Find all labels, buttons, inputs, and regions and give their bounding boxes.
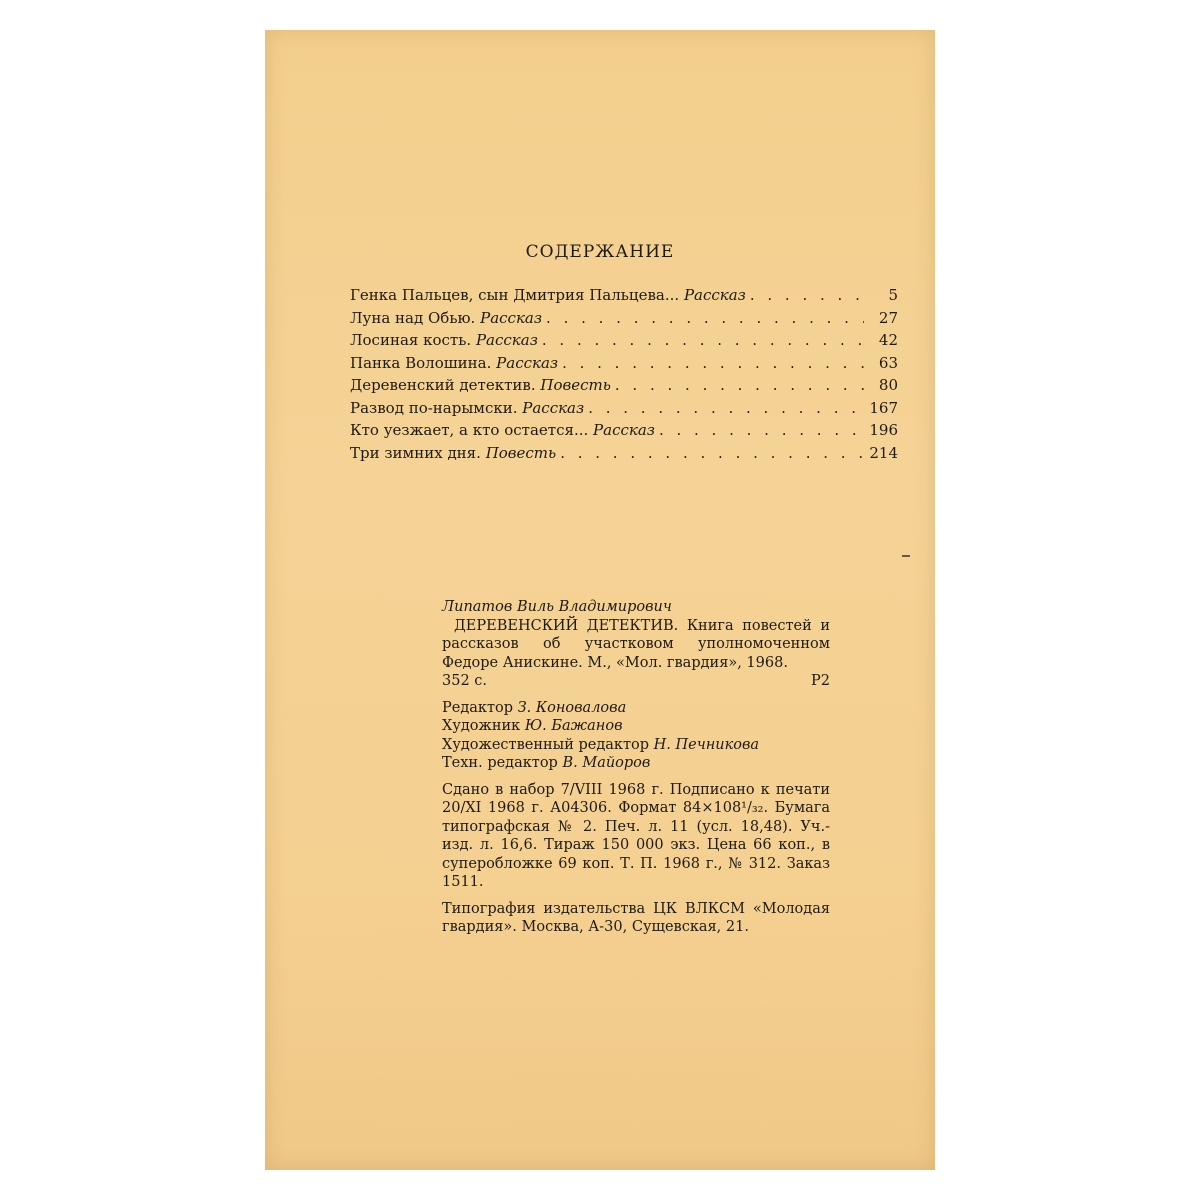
toc-entry [350,331,898,354]
spacer [442,892,830,900]
page-mark [902,555,910,557]
credit-line: Редактор З. Коновалова [442,699,627,716]
spacer [442,691,830,699]
toc-entry-title: Три зимних дня. Повесть [350,443,557,462]
toc-entry-title: Кто уезжает, а кто остается... Рассказ [350,421,655,439]
toc-entry [350,421,898,444]
toc-entry [350,354,898,377]
toc-entry-genre: Повесть [540,376,611,394]
printer-info: Типография издательства ЦК ВЛКСМ «Молодая гвардия». Москва, А-30, Сущевская, 21. [442,900,830,935]
toc-entry-genre: Рассказ [475,331,538,349]
imprint-block [442,598,830,937]
dot-leader [615,376,864,394]
dot-leader [560,444,864,462]
toc-entry [350,286,898,309]
toc-entry-genre: Повесть [485,443,557,462]
spacer [442,773,830,781]
toc-entry-genre: Рассказ [593,421,655,439]
credit-line: Техн. редактор В. Майоров [442,755,651,771]
toc-entry-page: 42 [878,331,898,349]
toc-entry-genre: Рассказ [480,308,543,327]
page-count: 352 с. [442,673,488,689]
dot-leader [588,399,864,417]
toc-entry [350,376,898,399]
credit-name: В. Майоров [562,755,651,771]
toc-entry-title: Развод по-нарымски. Рассказ [350,398,585,417]
dot-leader [659,421,864,439]
toc-entry-title: Генка Пальцев, сын Дмитрия Пальцева... Рассказ [350,286,746,304]
pages-row [442,672,830,691]
toc-entry-title: Луна над Обью. Рассказ [350,308,543,327]
toc-entry-genre: Рассказ [522,398,585,417]
toc-entry-page: 27 [878,308,898,327]
dot-leader [562,354,864,372]
toc-entry-page: 63 [878,353,898,372]
credit-line: Художник Ю. Бажанов [442,718,623,734]
toc-heading: СОДЕРЖАНИЕ [525,242,675,262]
toc-entry-page: 214 [869,443,898,462]
toc-entry-title: Деревенский детектив. Повесть [350,376,611,394]
author-name: Липатов Виль Владимирович [442,599,672,615]
toc-entry-page: 80 [878,376,898,394]
toc-entry [350,309,898,332]
toc-entry-genre: Рассказ [683,286,746,304]
toc-entry-page: 196 [869,421,898,439]
toc-entry-title: Лосиная кость. Рассказ [350,331,538,349]
table-of-contents [350,286,898,466]
toc-entry [350,399,898,422]
dot-leader [546,309,864,327]
toc-entry-page: 167 [869,398,898,417]
credit-name: Н. Печникова [653,736,760,753]
credit-line: Художественный редактор Н. Печникова [442,736,760,753]
print-details: Сдано в набор 7/VIII 1968 г. Подписано к печати 20/XI 1968 г. А04306. Формат 84×108¹/₃₂. Бумага типографская № 2. Печ. л. 11 (усл. 18,48). Уч.-изд. л. 16,6. Тираж 150 000 экз. Цена 66 коп., в суперобложке 69 коп. Т. П. 1968 г., № 312. Заказ 1511. [442,781,830,890]
toc-entry-page: 5 [888,286,898,304]
dot-leader [750,286,864,304]
credit-name: Ю. Бажанов [524,718,623,734]
toc-entry-genre: Рассказ [496,353,559,372]
toc-entry [350,444,898,467]
book-page [265,30,935,1170]
credit-name: З. Коновалова [517,699,627,716]
toc-entry-title: Панка Волошина. Рассказ [350,353,559,372]
classification-code: Р2 [811,673,830,689]
dot-leader [542,331,864,349]
book-description: ДЕРЕВЕНСКИЙ ДЕТЕКТИВ. Книга повестей и рассказов об участковом уполномоченном Федоре Анискине. М., «Мол. гвардия», 1968. [442,617,830,671]
